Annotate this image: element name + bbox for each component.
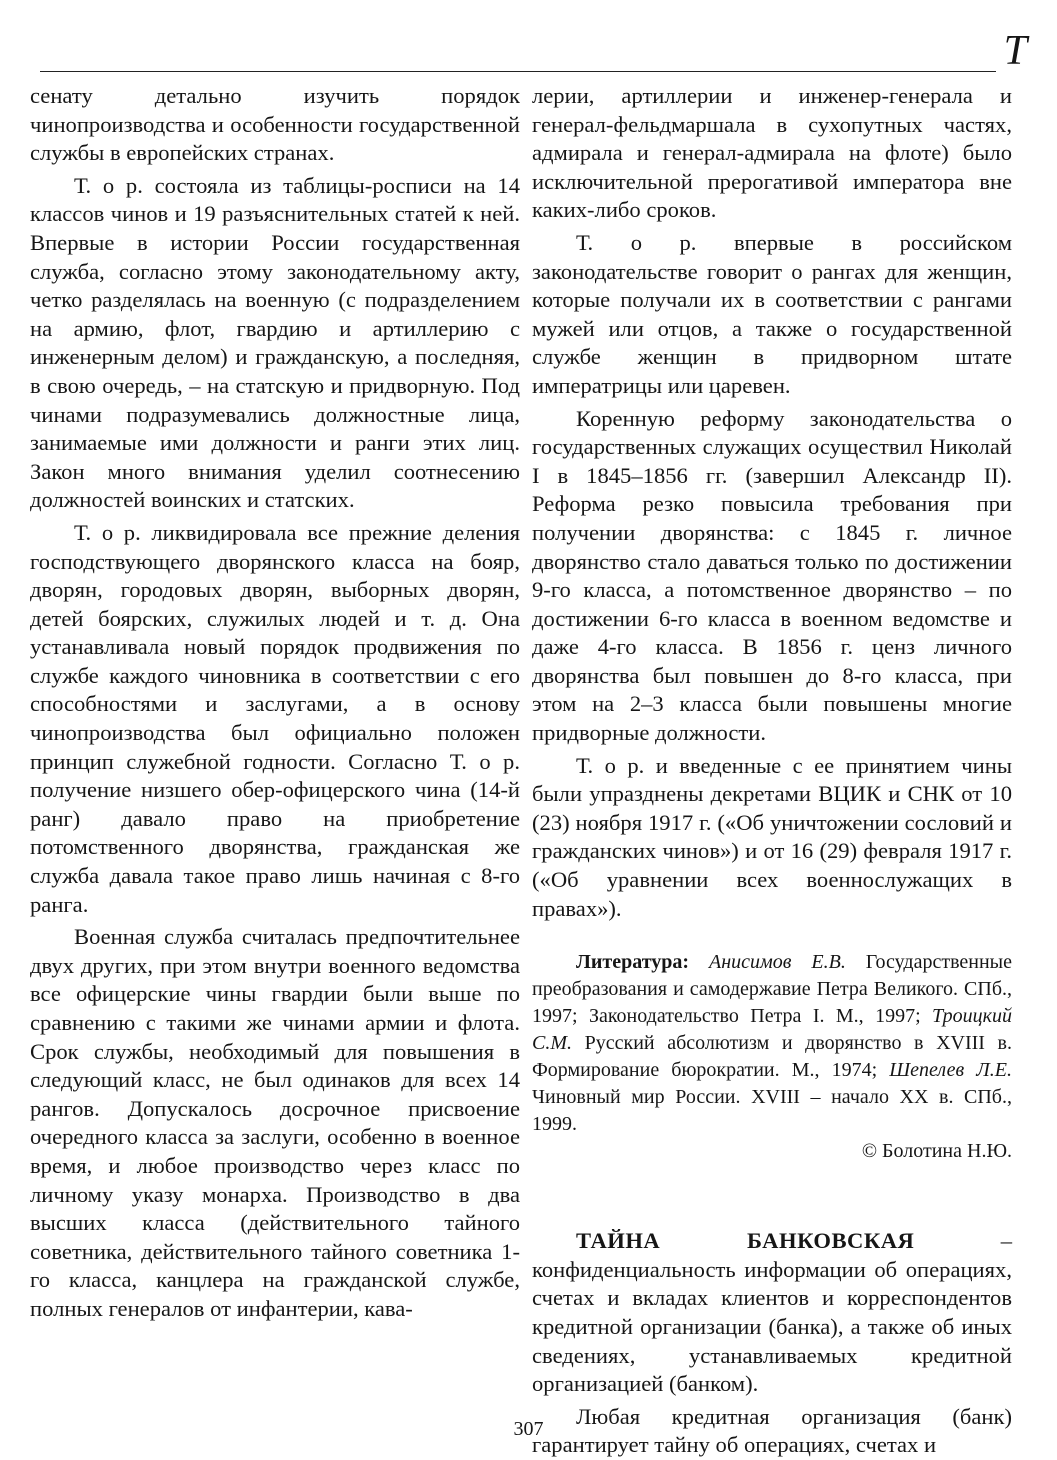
literature-text: Русский абсолютизм и дворянство в XVIII в. Формирование бюрократии. М., 1974; [532, 1032, 1012, 1082]
right-column [532, 82, 1012, 1460]
entry-term: ТАЙНА БАНКОВСКАЯ [576, 1228, 915, 1254]
paragraph: Любая кредитная организация (банк) гарантирует тайну об операциях, счетах и [532, 1403, 1012, 1458]
paragraph: Т. о р. впервые в российском законодательстве говорит о рангах для женщин, которые получали их в соответствии с рангами мужей или отцов, а также о государственной службе женщин в придворном штате императрицы или царевен. [532, 229, 1012, 398]
literature-author: Анисимов Е.В. [709, 951, 846, 974]
paragraph: сенату детально изучить порядок чинопроизводства и особенности государственной службы в европейских странах. [30, 83, 520, 166]
author-signature: © Болотина Н.Ю. [861, 1140, 1012, 1163]
paragraph: Т. о р. и введенные с ее принятием чины были упразднены декретами ВЦИК и СНК от 10 (23) ноября 1917 г. («Об уничтожении сословий и гражданских чинов») и от 16 (29) февраля 1917 г. («Об уравнении всех военнослужащих в правах»). [532, 752, 1012, 921]
literature-block [532, 949, 1012, 1138]
paragraph: Военная служба считалась предпочтительнее двух других, при этом внутри военного ведомства все офицерские чины гвардии были выше по сравнению с такими же чинами армии и флота. Срок службы, необходимый для повышения в следующий класс, не был одинаков для всех 14 рангов. Допускалось досрочное присвоение очередного класса за заслуги, особенно в военное время, и любое производство через класс по личному указу монарха. Производство в два высших класса (действительного тайного советника, действительного тайного советника 1-го класса, канцлера на гражданской службе, полных генералов от инфантерии, кава- [30, 924, 520, 1321]
paragraph: Т. о р. состояла из таблицы-росписи на 14 классов чинов и 19 разъяснительных статей к ней. Впервые в истории России государственная служба, согласно этому законодательному акту, четко разделялась на военную (с подразделением на армию, флот, гвардию и артиллерию с инженерным делом) и гражданскую, а последняя, в свою очередь, – на статскую и придворную. Под чинами подразумевались должностные лица, занимаемые ими должности и ранги этих лиц. Закон много внимания уделил соотнесению должностей воинских и статских. [30, 172, 520, 513]
header-rule [40, 71, 1000, 72]
literature-text: Государственные преобразования и самодержавие Петра Великого. СПб., 1997; Законодательство Петра I. М., 1997; [532, 951, 1012, 1028]
left-column [30, 82, 520, 1324]
page-number: 307 [513, 1418, 544, 1440]
paragraph: лерии, артиллерии и инженер-генерала и генерал-фельдмаршала в сухопутных частях, адмирала и генерал-адмирала на флоте) было исключительной прерогативой императора вне каких-либо сроков. [532, 83, 1012, 223]
entry-paragraph [532, 1227, 1012, 1399]
literature-label: Литература: [576, 951, 690, 974]
entry-definition: – конфиденциальность информации об операциях, счетах и вкладах клиентов и корреспондентов кредитной организации (банка), а также об иных сведениях, устанавливаемых кредитной организацией (банком). [532, 1228, 1012, 1397]
literature-text: Чиновный мир России. XVIII – начало XX в. СПб., 1999. [532, 1086, 1012, 1136]
literature-author: Троицкий С.М. [532, 1005, 1012, 1055]
paragraph: Т. о р. ликвидировала все прежние деления господствующего дворянского класса на бояр, дворян, городовых дворян, выборных дворян, детей боярских, служилых людей и т. д. Она устанавливала новый порядок продвижения по службе каждого чиновника в соответствии с его способностями и заслугами, а в основу чинопроизводства был официально положен принцип служебной годности. Согласно Т. о р. получение низшего обер-офицерского чина (14-й ранг) давало право на приобретение потомственного дворянства, гражданская же служба давала такое право лишь начиная с 8-го ранга. [30, 519, 520, 917]
paragraph: Коренную реформу законодательства о государственных служащих осуществил Николай I в 1845–1856 гг. (завершил Александр II). Реформа резко повысила требования при получении дворянства: с 1845 г. личное дворянство стало даваться только по достижении 9-го класса, а потомственное дворянство – по достижении 6-го класса в военном ведомстве и даже 4-го класса. В 1856 г. ценз личного дворянства был повышен до 8-го класса, при этом на 2–3 класса были повышены многие придворные должности. [532, 405, 1012, 746]
literature-author: Шепелев Л.Е. [889, 1059, 1012, 1082]
section-letter: Т [996, 30, 1027, 72]
